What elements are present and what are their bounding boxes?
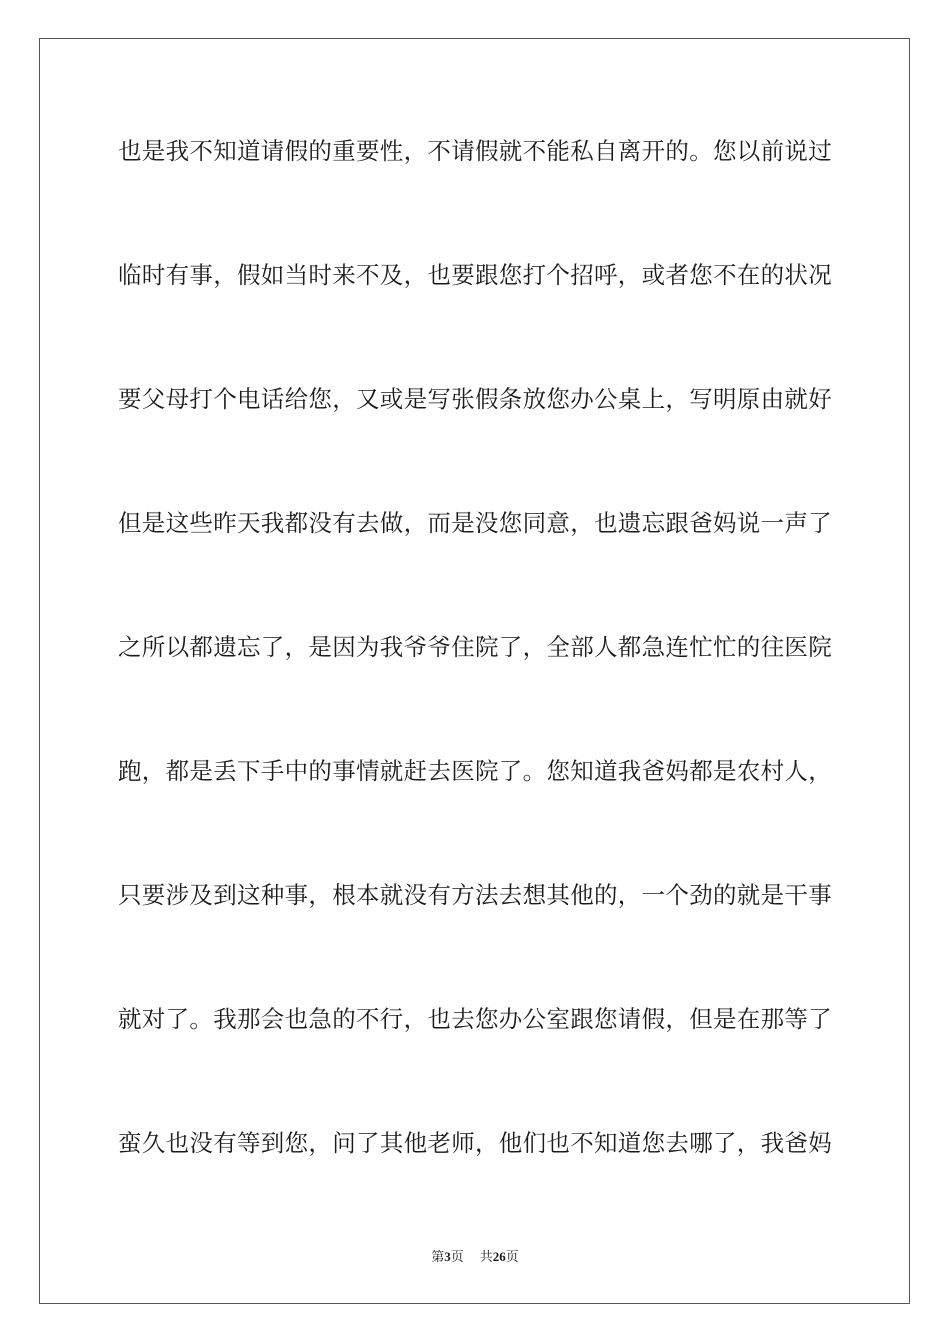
text-line: 也是我不知道请假的重要性，不请假就不能私自离开的。您以前说过 [118, 137, 832, 165]
total-pages-indicator [480, 1250, 519, 1265]
text-line: 要父母打个电话给您，又或是写张假条放您办公桌上，写明原由就好 [118, 385, 832, 413]
text-line: 只要涉及到这种事，根本就没有方法去想其他的，一个劲的就是干事 [118, 881, 832, 909]
total-pages: 26 [492, 1249, 506, 1264]
text-line: 跑，都是丢下手中的事情就赶去医院了。您知道我爸妈都是农村人， [118, 757, 832, 785]
page-suffix: 页 [450, 1250, 464, 1265]
total-suffix: 页 [505, 1250, 519, 1265]
total-prefix: 共 [479, 1250, 493, 1265]
page-prefix: 第 [431, 1250, 445, 1265]
body-text [118, 128, 834, 1244]
text-line: 之所以都遗忘了，是因为我爷爷住院了，全部人都急连忙忙的往医院 [118, 633, 832, 661]
text-line: 但是这些昨天我都没有去做，而是没您同意，也遗忘跟爸妈说一声了 [118, 509, 832, 537]
text-line: 蛮久也没有等到您，问了其他老师，他们也不知道您去哪了，我爸妈 [118, 1129, 832, 1157]
page-footer [0, 1248, 950, 1267]
page-number: 3 [444, 1249, 451, 1264]
text-line: 就对了。我那会也急的不行，也去您办公室跟您请假，但是在那等了 [118, 1005, 832, 1033]
page-indicator [431, 1250, 464, 1265]
text-line: 临时有事，假如当时来不及，也要跟您打个招呼，或者您不在的状况 [118, 261, 832, 289]
